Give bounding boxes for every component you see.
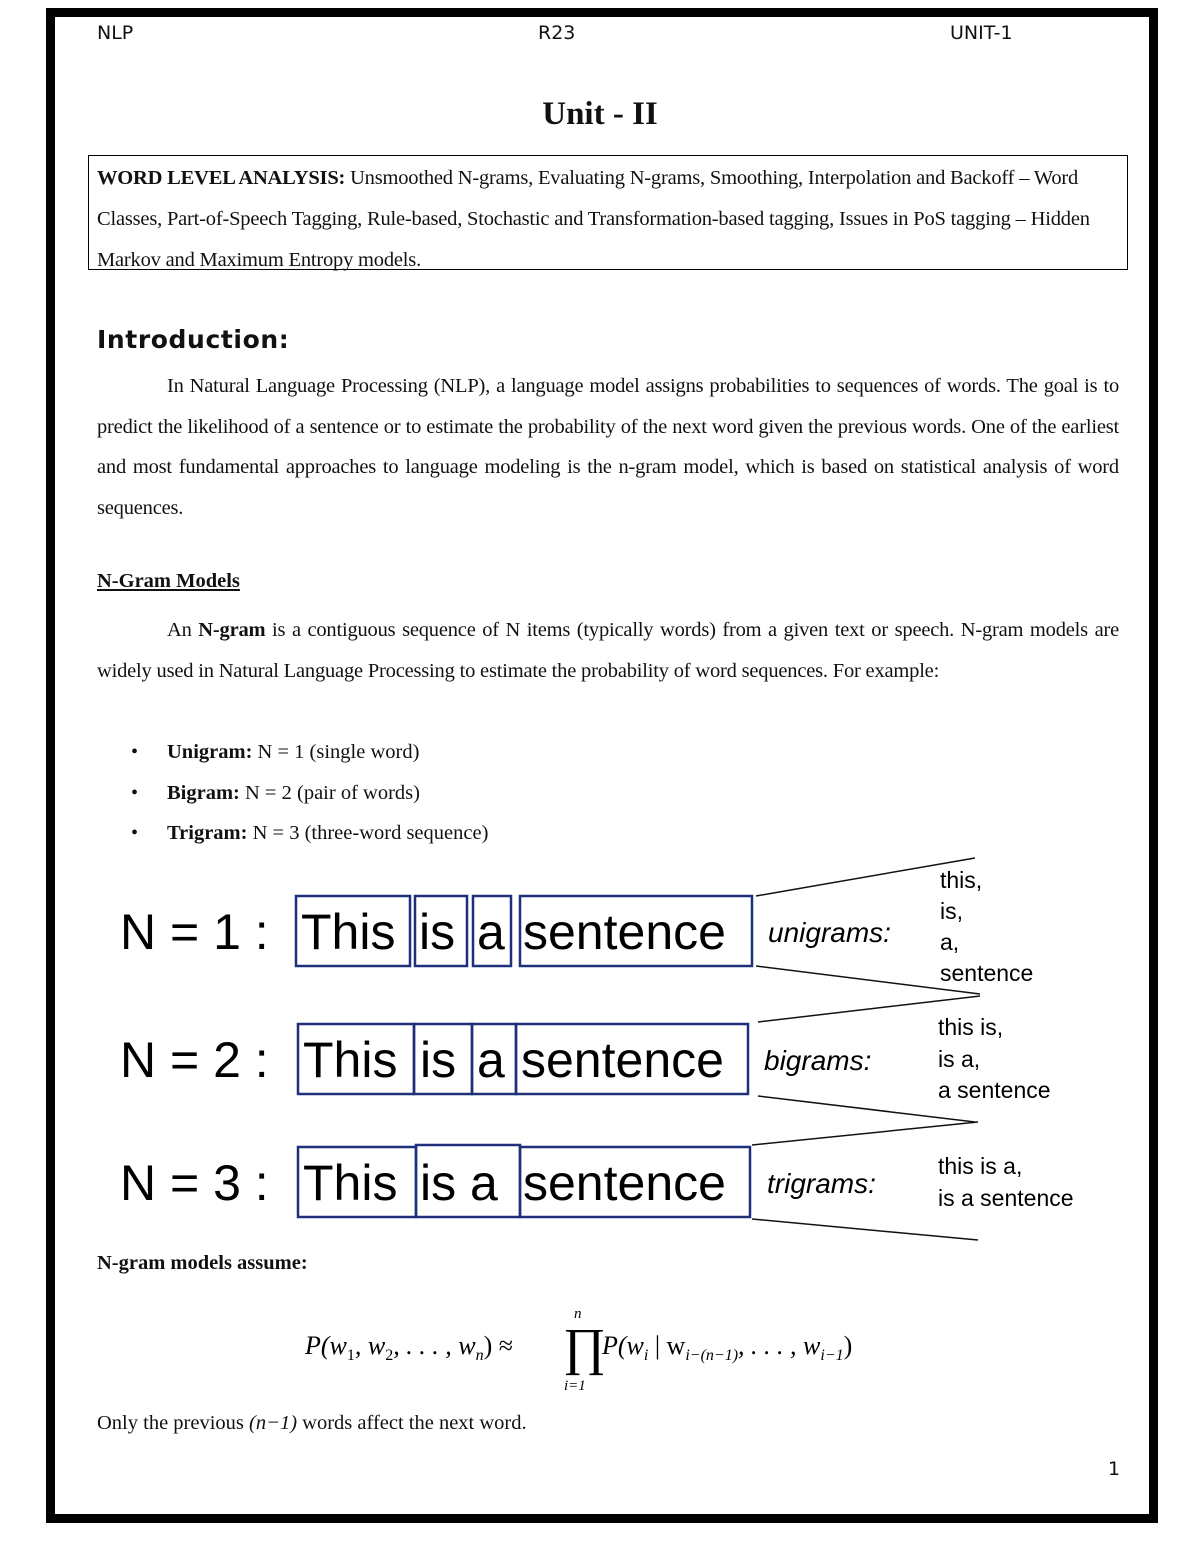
formula-lhs: $P(w_1$, $w_2$, . . . , $w_n$) ≈ (305, 1331, 514, 1364)
syllabus-box (88, 155, 1128, 270)
only-line-start: Only the previous (97, 1412, 250, 1434)
list-item-unigram (97, 732, 488, 773)
result-item: sentence (940, 960, 1034, 986)
product-lower: i=1 (564, 1378, 586, 1392)
result-item: is a sentence (938, 1185, 1074, 1211)
row-label: N = 2 : (120, 1032, 269, 1088)
token-text: is (419, 904, 456, 960)
token-text: This (303, 1155, 398, 1211)
result-item: this is, (938, 1014, 1004, 1040)
token-text: is a (420, 1155, 498, 1211)
row-label: N = 3 : (120, 1155, 269, 1211)
header-unit: UNIT-1 (950, 22, 1013, 44)
page-title: Unit - II (542, 96, 658, 132)
introduction-paragraph (97, 366, 1119, 528)
token-text: sentence (523, 1155, 726, 1211)
only-line-end: words affect the next word. (297, 1412, 527, 1434)
only-previous-line (97, 1412, 527, 1435)
only-line-italic: (n−1) (249, 1412, 298, 1434)
result-item: this, (940, 867, 983, 893)
list-item-trigram (97, 813, 488, 854)
bullet-icon: • (131, 822, 139, 844)
result-item: is, (940, 898, 963, 924)
bullet-term: Trigram: (167, 822, 248, 844)
ngram-models-heading: N-Gram Models (97, 570, 240, 592)
page-number: 1 (1108, 1458, 1121, 1480)
probability-formula (300, 1302, 940, 1392)
result-item: a, (940, 929, 960, 955)
ngram-figure (100, 852, 1110, 1247)
token-text: This (303, 1032, 398, 1088)
assume-heading: N-gram models assume: (97, 1252, 308, 1274)
product-upper: n (574, 1306, 582, 1322)
row-label: N = 1 : (120, 904, 269, 960)
product-icon: ∏ (563, 1319, 606, 1376)
figure-row-unigram (120, 858, 1033, 994)
bullet-icon: • (131, 741, 139, 763)
ngram-kind-label: trigrams: (767, 1168, 876, 1199)
ngram-types-list (97, 732, 488, 854)
fan-line-bottom (752, 1219, 978, 1240)
header-regulation: R23 (538, 22, 576, 44)
token-text: is (420, 1032, 457, 1088)
token-text: sentence (521, 1032, 724, 1088)
token-text: a (477, 1032, 505, 1088)
ngram-term: N-gram (198, 619, 266, 641)
result-item: this is a, (938, 1153, 1023, 1179)
bullet-desc: N = 3 (three-word sequence) (247, 822, 489, 844)
syllabus-text: Unsmoothed N-grams, Evaluating N-grams, Smoothing, Interpolation and Backoff – Word Classes, Part-of-Speech Tagging, Rule-based, Stochastic and Transformation-based tagging, Issues in PoS tagging – Hidden Markov and Maximum Entropy models. (97, 167, 1090, 271)
syllabus-label: WORD LEVEL ANALYSIS: (97, 167, 346, 189)
ngram-para-rest: is a contiguous sequence of N items (typically words) from a given text or speech. N-gram models are widely used in Natural Language Processing to estimate the probability of word sequences. For example: (97, 619, 1119, 682)
introduction-text: In Natural Language Processing (NLP), a language model assigns probabilities to sequences of words. The goal is to predict the likelihood of a sentence or to estimate the probability of the next word given the previous words. One of the earliest and most fundamental approaches to language modeling is the n-gram model, which is based on statistical analysis of word sequences. (97, 375, 1119, 519)
bullet-term: Unigram: (167, 741, 253, 763)
fan-line-top (752, 1122, 978, 1145)
introduction-heading: Introduction: (97, 325, 290, 354)
bullet-desc: N = 1 (single word) (252, 741, 420, 763)
list-item-bigram (97, 773, 488, 814)
bullet-desc: N = 2 (pair of words) (239, 781, 420, 804)
ngram-models-paragraph (97, 610, 1119, 691)
result-item: a sentence (938, 1077, 1051, 1103)
ngram-kind-label: bigrams: (764, 1045, 872, 1076)
result-item: is a, (938, 1046, 981, 1072)
figure-row-bigram (120, 996, 1051, 1122)
token-text: sentence (523, 904, 726, 960)
token-text: This (301, 904, 396, 960)
ngram-kind-label: unigrams: (768, 917, 891, 948)
figure-row-trigram (120, 1122, 1074, 1240)
formula-rhs: $P(w_i$ | $w_{i-(n-1)}$, . . . , $w_{i-1}$) (602, 1331, 853, 1364)
bullet-term: Bigram: (167, 781, 240, 804)
ngram-para-start: An (167, 619, 199, 641)
header-subject: NLP (97, 22, 134, 44)
bullet-icon: • (131, 781, 139, 804)
token-text: a (477, 904, 505, 960)
